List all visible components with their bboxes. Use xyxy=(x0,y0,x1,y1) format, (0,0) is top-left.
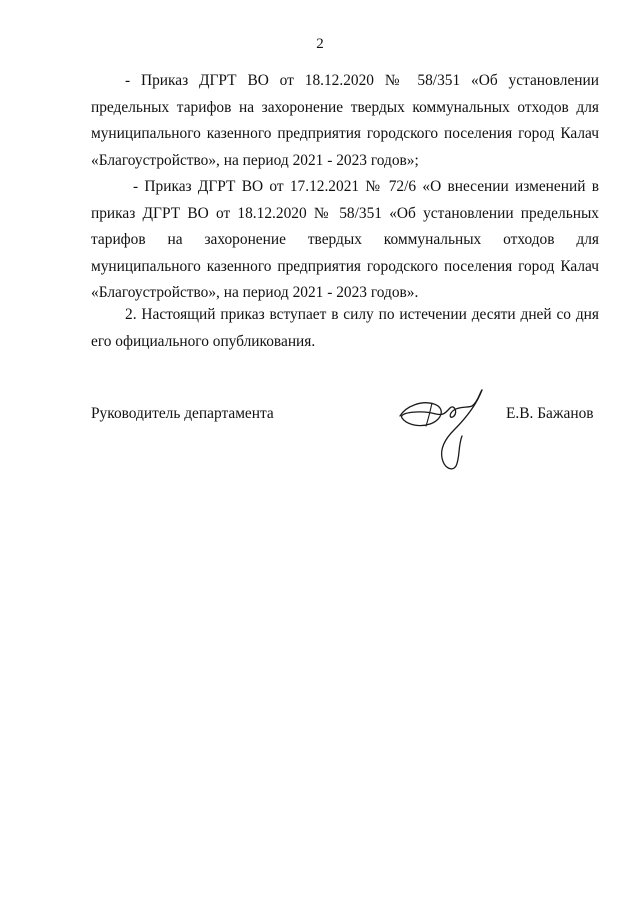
page-number: 2 xyxy=(316,36,324,52)
paragraph-text: - Приказ ДГРТ ВО от 18.12.2020 № 58/351 «Об установлении предельных тарифов на захоронение твердых коммунальных отходов для муниципального казенного предприятия городского поселения город Калач «Благоустройство», на период 2021 - 2023 годов»; xyxy=(91,72,599,169)
paragraph-order-2020 xyxy=(91,68,599,174)
paragraph-text: 2. Настоящий приказ вступает в силу по истечении десяти дней со дня его официального опубликования. xyxy=(91,306,599,350)
paragraph-effective-date xyxy=(91,302,599,355)
signatory-role: Руководитель департамента xyxy=(91,405,274,422)
handwritten-signature xyxy=(392,386,502,478)
signatory-name: Е.В. Бажанов xyxy=(506,405,594,422)
paragraph-text: - Приказ ДГРТ ВО от 17.12.2021 № 72/6 «О внесении изменений в приказ ДГРТ ВО от 18.12.2020 № 58/351 «Об установлении предельных тарифов на захоронение твердых коммунальных отходов для муниципального казенного предприятия городского поселения город Калач «Благоустройство», на период 2021 - 2023 годов». xyxy=(91,178,599,301)
paragraph-order-2021 xyxy=(91,174,599,307)
